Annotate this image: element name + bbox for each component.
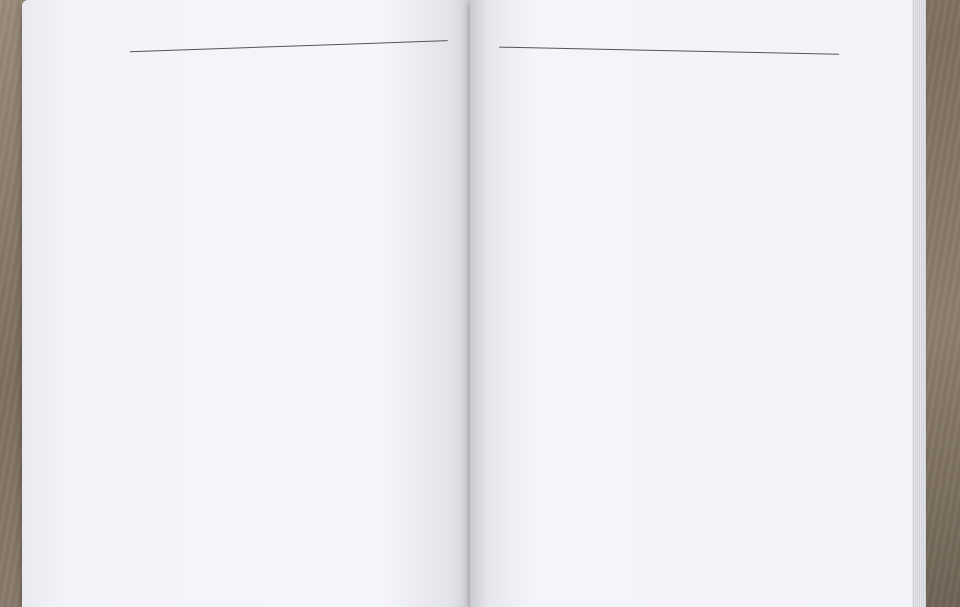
answer-list	[470, 0, 920, 9]
ledger-table-3	[92, 335, 462, 348]
right-page	[470, 0, 920, 607]
ledger-table-5	[497, 135, 837, 142]
left-page	[22, 0, 470, 607]
entry-20-01	[130, 59, 167, 83]
header-rule-right	[499, 47, 839, 55]
ledger-table-1	[110, 95, 456, 107]
ledger-table-2	[104, 203, 456, 215]
header-rule	[130, 40, 448, 52]
entry-27-01	[131, 86, 137, 98]
left-page-header	[131, 38, 145, 49]
right-page-header	[709, 39, 731, 50]
ledger-table-6	[495, 217, 843, 224]
page-edges	[912, 0, 926, 607]
